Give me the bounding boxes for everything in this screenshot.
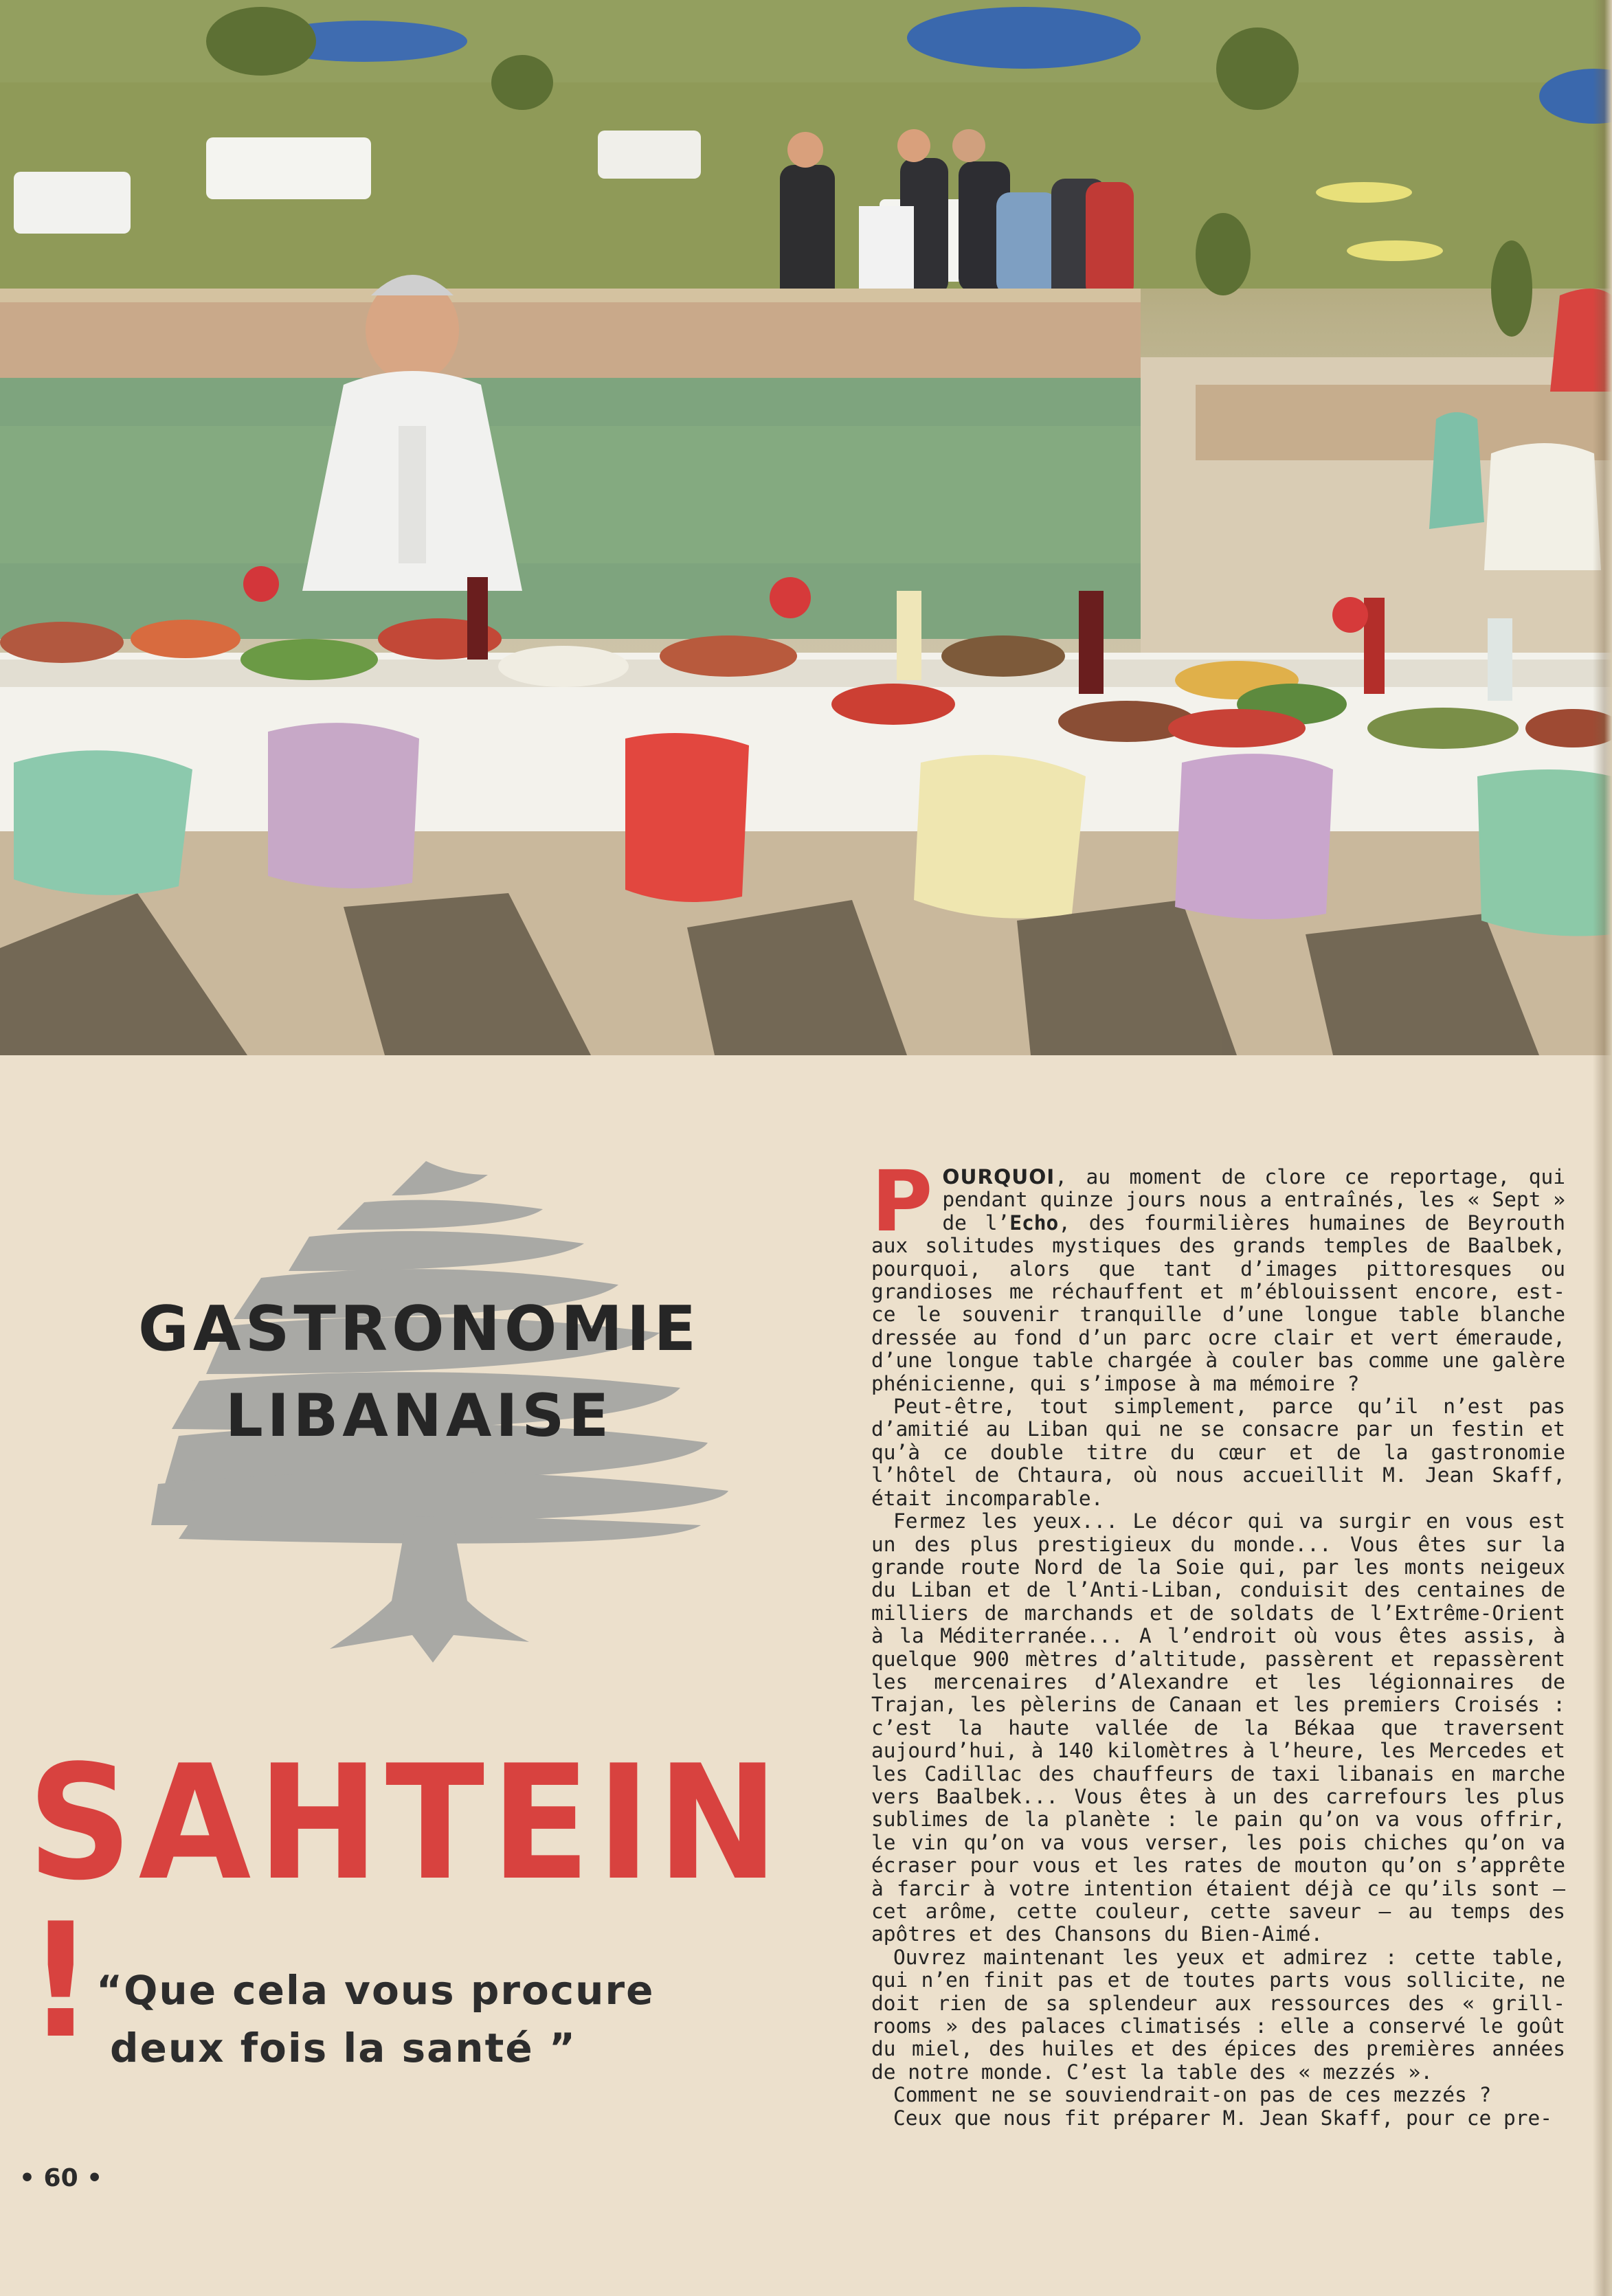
headline: SAHTEIN ! xyxy=(27,1732,785,2073)
title-line-2: LIBANAISE xyxy=(225,1382,614,1450)
paragraph-1-part-b: , des fourmilières humaines de Beyrouth aux solitudes mystiques des grands temples de Baalbek, pourquoi, alors que tant d’images pittoresques ou grandioses me réchauffent et m’éblouissent encore, est-ce le souvenir tranquille d’une longue table blanche dressée au fond d’un parc ocre clair et vert émeraude, d’une longue table chargée à couler bas comme une galère phénicienne, qui s’impose à ma mémoire ? xyxy=(871,1211,1565,1395)
echo-name: Echo xyxy=(1009,1211,1059,1235)
title-block xyxy=(41,1295,797,1449)
article-paragraph-1 xyxy=(871,1153,1565,1395)
page-binding-edge xyxy=(1593,0,1612,2296)
subhead-line-1: “Que cela vous procure xyxy=(96,1967,655,2014)
article-paragraph-6: Ceux que nous fit préparer M. Jean Skaff, pour ce pre- xyxy=(893,2106,1553,2130)
article-paragraph-2: Peut-être, tout simplement, parce qu’il n’est pas d’amitié au Liban qui ne se consacre par un festin et qu’à ce double titre du cœur et de la gastronomie l’hôtel de Chtaura, où nous accueillit M. Jean Skaff, était incomparable. xyxy=(871,1395,1565,1510)
article-body xyxy=(871,1153,1565,2130)
title-line-1: GASTRONOMIE xyxy=(138,1293,700,1365)
photo-illustration xyxy=(0,0,1612,1055)
article-paragraph-4: Ouvrez maintenant les yeux et admirez : cette table, qui n’en finit pas et de toutes parts vous sollicite, ne doit rien de sa splendeur aux ressources des « grill-rooms » des palaces climatisés : elle a conservé le goût du miel, des huiles et des épices des premières années de notre monde. C’est la table des « mezzés ». xyxy=(871,1945,1565,2084)
stone-wall xyxy=(0,302,1141,378)
subhead xyxy=(96,1961,715,2077)
restaurant-terrace-photo xyxy=(0,0,1612,1055)
lead-word: OURQUOI xyxy=(942,1165,1055,1189)
paragraph-1-part-a: , au moment de clore ce reportage, qui pendant quinze jours nous a entraînés, les « Sept » de l’ xyxy=(942,1165,1565,1235)
subhead-line-2: deux fois la santé ” xyxy=(110,2025,576,2072)
dropcap: P xyxy=(871,1153,933,1250)
page-number: • 60 • xyxy=(19,2164,103,2192)
article-paragraph-5: Comment ne se souviendrait-on pas de ces mezzés ? xyxy=(893,2083,1492,2107)
article-paragraph-3: Fermez les yeux... Le décor qui va surgir en vous est un des plus prestigieux du monde... Vous êtes sur la grande route Nord de la Soie qui, par les monts neigeux du Liban et de l’Anti-Liban, conduisit des centaines de milliers de marchands et de soldats de l’Extrême-Orient à la Méditerranée... A l’endroit où vous êtes assis, à quelque 900 mètres d’altitude, passèrent et repassèrent les mercenaires d’Alexandre et les légionnaires de Trajan, les pèlerins de Canaan et les premiers Croisés : c’est la haute vallée de la Békaa que traversent aujourd’hui, à 140 kilomètres à l’heure, les Mercedes et les Cadillac des chauffeurs de taxi libanais en marche vers Baalbek... Vous êtes à un des carrefours les plus sublimes de la planète : le pain qu’on va vous offrir, le vin qu’on va vous verser, les pois chiches qu’on va écraser pour vous et les rates de mouton qu’on s’apprête à farcir à votre intention étaient déjà ce qu’ils sont — cet arôme, cette couleur, cette saveur — au temps des apôtres et des Chansons du Bien-Aimé. xyxy=(871,1509,1565,1946)
